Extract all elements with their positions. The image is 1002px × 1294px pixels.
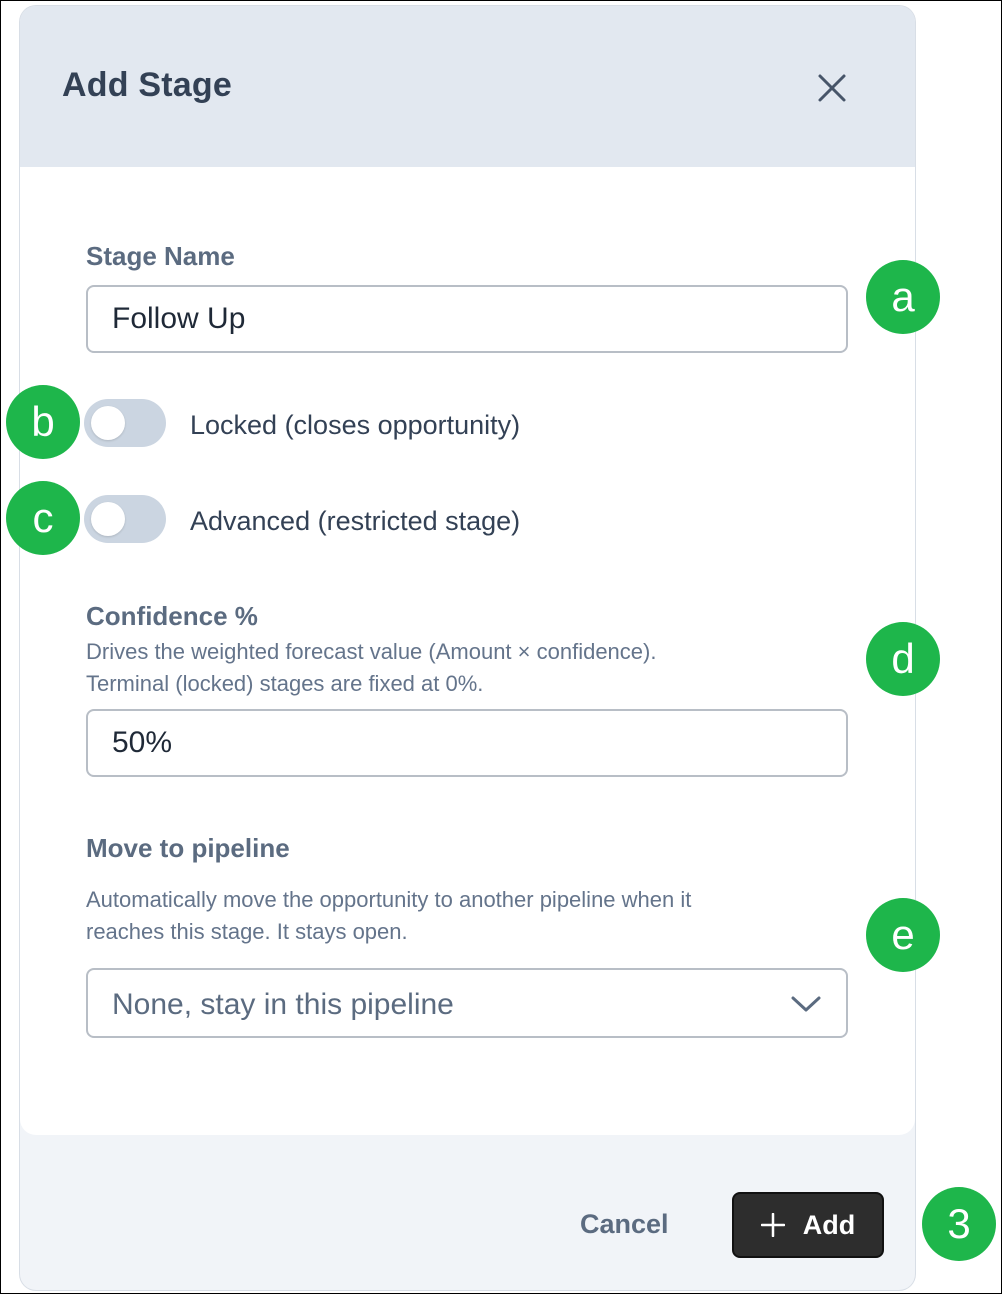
- locked-toggle[interactable]: [84, 399, 166, 447]
- annotation-badge-d: d: [866, 622, 940, 696]
- modal-header: [20, 6, 915, 167]
- move-to-pipeline-help-line-1: Automatically move the opportunity to another pipeline when it: [86, 887, 692, 912]
- add-stage-modal: [20, 6, 915, 1290]
- modal-footer: [20, 1135, 915, 1290]
- annotation-badge-a: a: [866, 260, 940, 334]
- locked-toggle-label: Locked (closes opportunity): [190, 410, 521, 440]
- add-button-label: Add: [802, 1209, 856, 1240]
- confidence-help-line-2: Terminal (locked) stages are fixed at 0%.: [86, 671, 484, 696]
- toggle-knob: [91, 502, 125, 536]
- select-value: None, stay in this pipeline: [112, 988, 454, 1021]
- modal-body: [20, 167, 915, 1135]
- cancel-button[interactable]: Cancel: [580, 1209, 669, 1239]
- move-to-pipeline-help-line-2: reaches this stage. It stays open.: [86, 919, 408, 944]
- confidence-input[interactable]: [86, 709, 848, 777]
- stage-name-label: Stage Name: [86, 241, 235, 271]
- confidence-label: Confidence %: [86, 601, 258, 631]
- close-icon: [817, 73, 847, 103]
- move-to-pipeline-label: Move to pipeline: [86, 833, 290, 863]
- annotation-badge-b: b: [6, 385, 80, 459]
- plus-icon: [761, 1213, 785, 1237]
- confidence-help-line-1: Drives the weighted forecast value (Amount × confidence).: [86, 639, 657, 664]
- chevron-down-icon: [790, 992, 822, 1016]
- annotation-badge-c: c: [6, 481, 80, 555]
- stage-name-input[interactable]: [86, 285, 848, 353]
- toggle-knob: [91, 406, 125, 440]
- close-button[interactable]: [810, 66, 854, 110]
- advanced-toggle-label: Advanced (restricted stage): [190, 506, 521, 536]
- annotation-badge-3: 3: [922, 1187, 996, 1261]
- advanced-toggle[interactable]: [84, 495, 166, 543]
- add-button[interactable]: [732, 1192, 884, 1258]
- modal-title: Add Stage: [62, 66, 232, 104]
- annotation-badge-e: e: [866, 898, 940, 972]
- move-to-pipeline-select[interactable]: [86, 968, 848, 1038]
